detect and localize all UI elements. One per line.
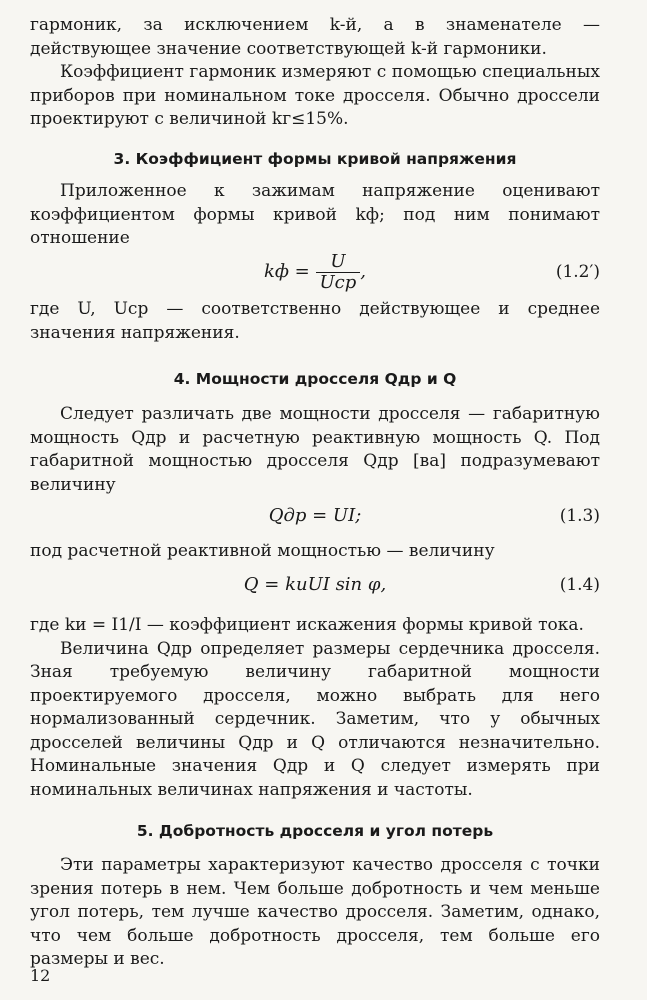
section-4-paragraph-3: где kи = I1/I — коэффициент искажения формы кривой тока. — [30, 615, 584, 635]
equation-1-2-denominator: Uср — [319, 271, 357, 293]
intro-paragraph-1: гармоник, за исключением k-й, а в знаменателе — действующее значение соответствующей k-й гармоники. — [30, 15, 600, 59]
equation-1-2-lhs: kф = — [263, 261, 310, 282]
page-number: 12 — [30, 966, 51, 985]
section-4-paragraph-4: Величина Qдр определяет размеры сердечника дросселя. Зная требуемую величину габаритной мощности проектируемого дросселя, можно выбрать для него нормализованный сердечник. Заметим, что у обычных дросселей величины Qдр и Q отличаются незначительно. Номинальные значения Qдр и Q следует измерять при номинальных величинах напряжения и частоты. — [30, 638, 600, 800]
equation-1-2-number: (1.2′) — [555, 262, 600, 282]
section-4-text-2 — [30, 540, 600, 564]
section-4-heading: 4. Мощности дросселя Qдр и Q — [173, 370, 457, 388]
section-4-paragraph-1: Следует различать две мощности дросселя — габаритную мощность Qдр и расчетную реактивную мощность Q. Под габаритной мощностью дросселя Qдр [ва] подразумевают величину — [30, 404, 600, 495]
section-5-heading: 5. Добротность дросселя и угол потерь — [136, 822, 494, 840]
section-5-text — [30, 854, 600, 972]
equation-1-4-number: (1.4) — [559, 575, 600, 595]
equation-1-4-body: Q = kиUI sin φ, — [243, 574, 387, 595]
equation-1-3-body: Qдр = UI; — [268, 505, 362, 526]
section-3 — [30, 150, 600, 168]
section-3-paragraph-2: где U, Uср — соответственно действующее и среднее значения напряжения. — [30, 299, 600, 343]
section-4-text — [30, 403, 600, 497]
section-3-text-2 — [30, 298, 600, 345]
section-5 — [30, 822, 600, 840]
equation-1-2-tail: , — [360, 261, 367, 282]
section-3-text — [30, 180, 600, 251]
section-4-paragraph-2: под расчетной реактивной мощностью — величину — [30, 541, 495, 561]
equation-1-2 — [30, 250, 600, 294]
section-5-paragraph-1: Эти параметры характеризуют качество дросселя с точки зрения потерь в нем. Чем больше добротность и чем меньше угол потерь, тем лучше качество дросселя. Заметим, однако, что чем больше добротность дросселя, тем больше его размеры и вес. — [30, 855, 600, 969]
equation-1-3 — [30, 494, 600, 538]
section-3-paragraph-1: Приложенное к зажимам напряжение оценивают коэффициентом формы кривой kф; под ним понимают отношение — [30, 181, 600, 248]
equation-1-2-numerator: U — [316, 252, 361, 273]
equation-1-3-number: (1.3) — [559, 506, 600, 526]
equation-1-4 — [30, 563, 600, 607]
equation-1-2-fraction — [316, 252, 361, 293]
intro-block — [30, 14, 600, 132]
section-4-text-3 — [30, 614, 600, 802]
section-3-heading: 3. Коэффициент формы кривой напряжения — [113, 150, 517, 168]
section-4 — [30, 370, 600, 388]
intro-paragraph-2: Коэффициент гармоник измеряют с помощью специальных приборов при номинальном токе дросселя. Обычно дроссели проектируют с величиной kг≤15%. — [30, 62, 600, 129]
